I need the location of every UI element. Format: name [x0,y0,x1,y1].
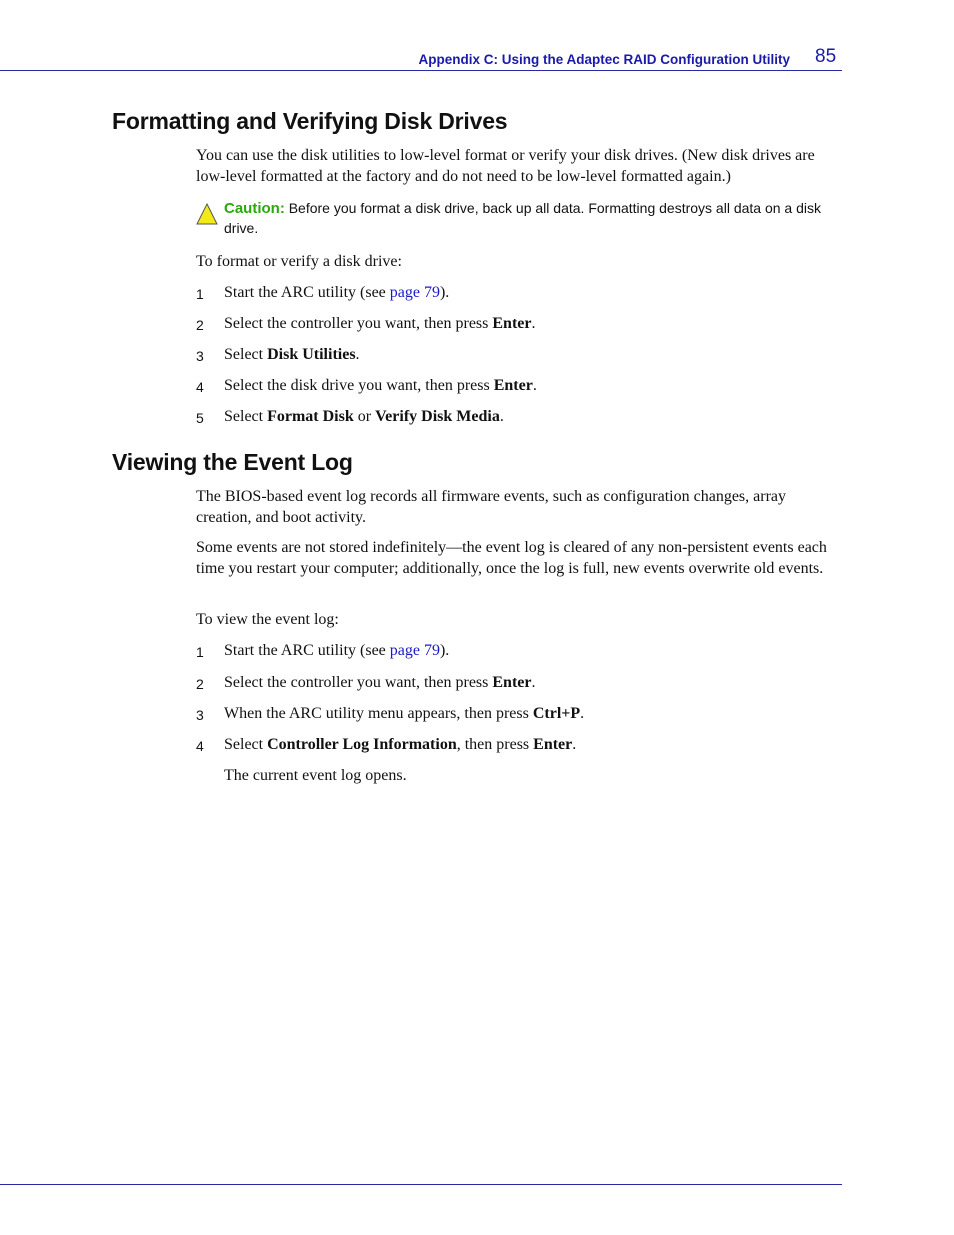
step-key: Enter [492,315,532,332]
step-text-end: . [580,705,585,722]
step-text: Select [224,736,268,753]
step-key: Enter [493,377,533,394]
step-text-end: . [531,315,536,332]
step-text-end: . [355,346,360,363]
step-number: 3 [196,707,204,723]
page-link[interactable]: page 79 [389,284,440,301]
step-text-mid: or [353,408,376,425]
step-number: 2 [196,317,204,333]
step-text: Start the ARC utility (see [224,284,390,301]
step-text: When the ARC utility menu appears, then press [224,705,533,722]
section-title-event-log: Viewing the Event Log [112,449,353,475]
section2-para1: The BIOS-based event log records all firmware events, such as configuration changes, array creation, and boot activity. [196,488,787,526]
step-text: Select [224,408,268,425]
step-text: Select the controller you want, then press [224,315,493,332]
section1-intro: You can use the disk utilities to low-level format or verify your disk drives. (New disk drives are low-level formatted at the factory and do not need to be low-level formatted again.) [196,147,815,185]
caution-label: Caution: [224,200,285,217]
step-text-end: ). [439,642,450,659]
step-number: 4 [196,738,204,754]
section2-lead: To view the event log: [196,611,339,628]
caution-text: Before you format a disk drive, back up all data. Formatting destroys all data on a disk drive. [224,200,821,236]
step-key: Enter [533,736,573,753]
step-text: Select the controller you want, then press [224,674,493,691]
step-result-text: The current event log opens. [224,767,407,784]
page-number: 85 [815,46,837,67]
step-text-end: . [572,736,577,753]
step-number: 3 [196,348,204,364]
step-number: 1 [196,286,204,302]
step-number: 2 [196,676,204,692]
step-key: Enter [492,674,532,691]
step-text-end: . [532,377,537,394]
step-key: Verify Disk Media [375,408,500,425]
running-head: Appendix C: Using the Adaptec RAID Configuration Utility [418,52,790,67]
page-link[interactable]: page 79 [389,642,440,659]
step-text: Start the ARC utility (see [224,642,390,659]
step-key: Ctrl+P [532,705,581,722]
section1-lead: To format or verify a disk drive: [196,253,402,270]
footer-rule [0,1184,842,1185]
step-number: 4 [196,379,204,395]
step-key: Controller Log Information [267,736,457,753]
step-text-end: ). [439,284,450,301]
warning-triangle-icon [196,203,218,231]
header-rule [0,70,842,71]
section-title-formatting: Formatting and Verifying Disk Drives [112,108,508,134]
section2-para2: Some events are not stored indefinitely—the event log is cleared of any non-persistent events each time you restart your computer; additionally, once the log is full, new events overwrite old events. [196,539,827,577]
step-text: Select the disk drive you want, then press [224,377,494,394]
step-number: 1 [196,644,204,660]
step-text-end: . [531,674,536,691]
step-text: Select [224,346,268,363]
step-number: 5 [196,410,204,426]
step-text-mid: , then press [456,736,534,753]
step-key: Format Disk [267,408,354,425]
step-key: Disk Utilities [267,346,356,363]
step-text-end: . [499,408,504,425]
caution-note [196,199,841,238]
